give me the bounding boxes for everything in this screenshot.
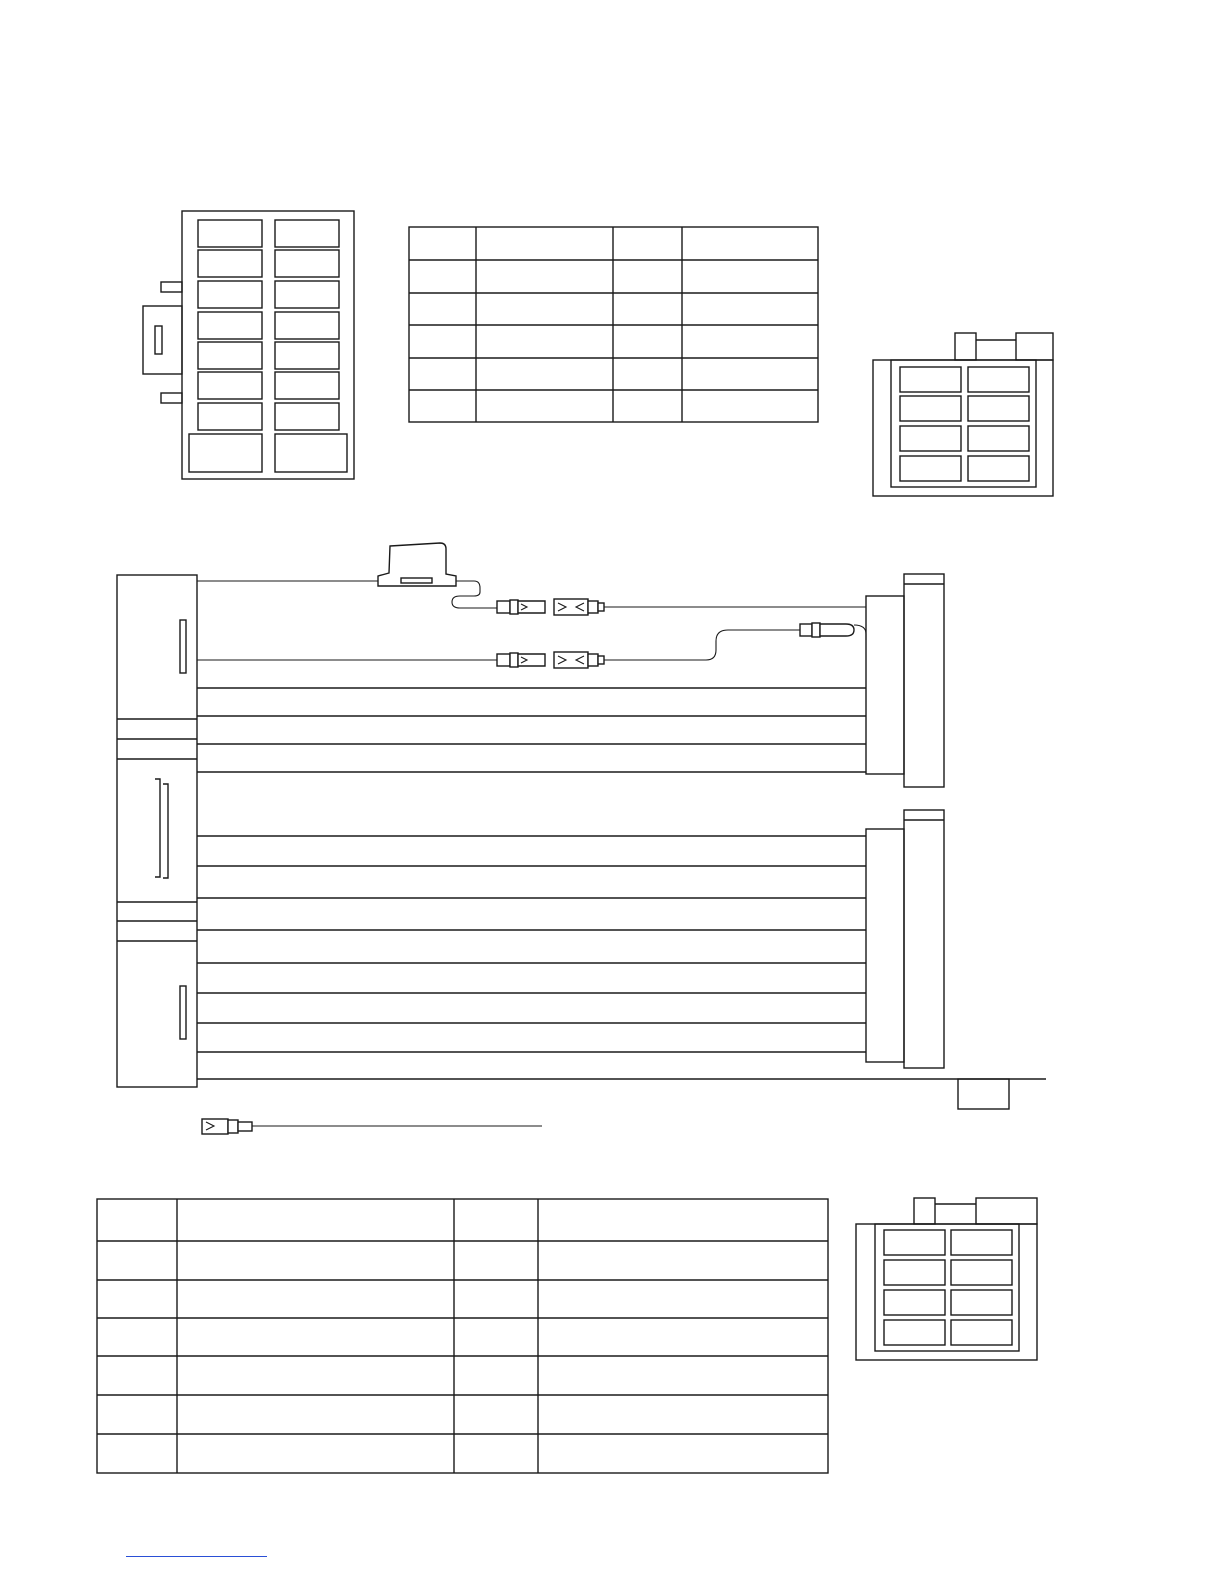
harness-wires xyxy=(197,688,866,1052)
left-module xyxy=(117,575,197,1087)
top-right-connector xyxy=(873,333,1053,496)
spade-terminal-female-icon xyxy=(554,599,604,615)
pin-cell xyxy=(275,250,339,277)
spade-terminal-male-icon xyxy=(800,623,854,637)
pin-cell xyxy=(884,1320,945,1345)
pin-cell xyxy=(198,281,262,308)
pin-cell xyxy=(275,372,339,399)
pin-cell xyxy=(968,456,1029,481)
pin-cell xyxy=(968,396,1029,421)
pin-cell xyxy=(951,1290,1012,1315)
spade-terminal-male-icon xyxy=(497,653,545,667)
pin-cell xyxy=(198,312,262,339)
pin-cell xyxy=(951,1320,1012,1345)
right-connector-upper xyxy=(866,574,944,787)
pin-cell xyxy=(951,1260,1012,1285)
ground-lead xyxy=(197,1079,1046,1109)
spade-terminal-female-icon xyxy=(554,652,604,668)
pin-cell xyxy=(884,1260,945,1285)
top-left-connector xyxy=(143,211,354,479)
pin-cell xyxy=(198,403,262,430)
pin-cell xyxy=(198,220,262,247)
pin-cell xyxy=(198,372,262,399)
pin-cell xyxy=(275,281,339,308)
spade-terminal-male-icon xyxy=(497,600,545,614)
pin-cell xyxy=(198,342,262,369)
fuse-icon xyxy=(378,543,456,586)
pin-cell xyxy=(900,426,961,451)
connector-pin-grid xyxy=(189,220,347,472)
table-border xyxy=(97,1199,828,1473)
right-connector-lower xyxy=(866,810,944,1068)
wire-harness xyxy=(117,543,1046,1134)
bottom-right-connector xyxy=(856,1198,1037,1360)
pin-cell xyxy=(968,367,1029,392)
pin-cell xyxy=(951,1230,1012,1255)
connector-pin-grid xyxy=(900,367,1029,481)
pin-cell xyxy=(968,426,1029,451)
pin-cell xyxy=(275,220,339,247)
pin-cell xyxy=(198,250,262,277)
pin-cell xyxy=(884,1290,945,1315)
top-pin-table xyxy=(409,227,818,422)
pin-cell xyxy=(275,342,339,369)
pin-cell xyxy=(900,396,961,421)
pin-cell xyxy=(884,1230,945,1255)
spade-terminal-female-icon xyxy=(202,1119,252,1134)
pin-cell xyxy=(275,312,339,339)
pin-cell xyxy=(900,456,961,481)
pin-cell xyxy=(275,403,339,430)
pin-cell xyxy=(275,434,347,472)
page-link-underline[interactable] xyxy=(126,1556,267,1557)
connector-pin-grid xyxy=(884,1230,1012,1345)
pin-cell xyxy=(189,434,262,472)
pin-cell xyxy=(900,367,961,392)
bottom-pin-table xyxy=(97,1199,828,1473)
